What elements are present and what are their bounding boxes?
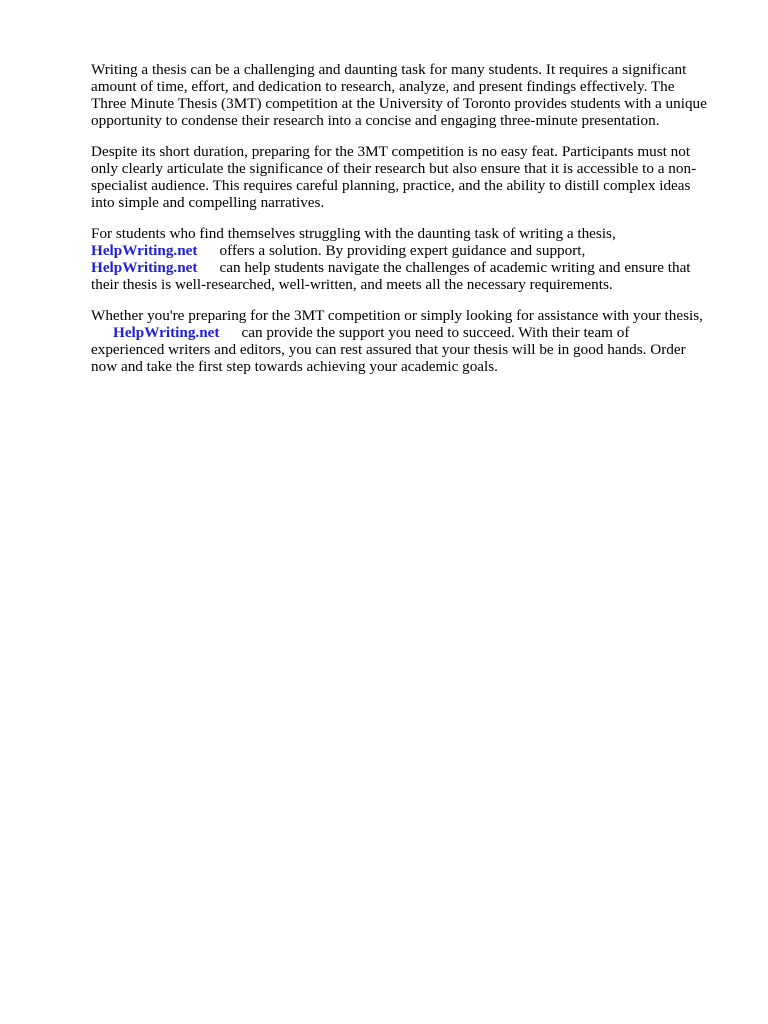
helpwriting-link[interactable]: HelpWriting.net [91, 259, 198, 276]
paragraph-4 [91, 307, 731, 375]
paragraph-3 [91, 225, 731, 293]
paragraph-line: experienced writers and editors, you can rest assured that your thesis will be in good hands. Order [91, 341, 686, 358]
paragraph-line: only clearly articulate the significance of their research but also ensure that it is accessible to a non- [91, 160, 697, 177]
paragraph-line: into simple and compelling narratives. [91, 194, 325, 211]
paragraph-line: their thesis is well-researched, well-written, and meets all the necessary requirements. [91, 276, 613, 293]
paragraph-line: opportunity to condense their research into a concise and engaging three-minute presentation. [91, 112, 660, 129]
paragraph-line: Despite its short duration, preparing for the 3MT competition is no easy feat. Participants must not [91, 143, 691, 160]
paragraph-text: can help students navigate the challenges of academic writing and ensure that [219, 259, 691, 276]
paragraph-line: now and take the first step towards achieving your academic goals. [91, 358, 498, 375]
paragraph-1 [91, 61, 731, 129]
paragraph-2 [91, 143, 731, 211]
paragraph-line [91, 242, 731, 259]
helpwriting-link[interactable]: HelpWriting.net [91, 242, 198, 259]
paragraph-line: Writing a thesis can be a challenging and daunting task for many students. It requires a significant [91, 61, 687, 78]
paragraph-line: specialist audience. This requires careful planning, practice, and the ability to distill complex ideas [91, 177, 691, 194]
paragraph-line: For students who find themselves struggling with the daunting task of writing a thesis, [91, 225, 616, 242]
helpwriting-link[interactable]: HelpWriting.net [113, 324, 220, 341]
paragraph-line [91, 324, 731, 341]
paragraph-line [91, 259, 731, 276]
paragraph-line: amount of time, effort, and dedication to research, analyze, and present findings effectively. The [91, 78, 675, 95]
paragraph-line: Three Minute Thesis (3MT) competition at the University of Toronto provides students with a unique [91, 95, 707, 112]
paragraph-text: can provide the support you need to succeed. With their team of [241, 324, 630, 341]
paragraph-text: offers a solution. By providing expert guidance and support, [219, 242, 586, 259]
document-page [91, 61, 731, 375]
paragraph-line: Whether you're preparing for the 3MT competition or simply looking for assistance with your thesis, [91, 307, 703, 324]
